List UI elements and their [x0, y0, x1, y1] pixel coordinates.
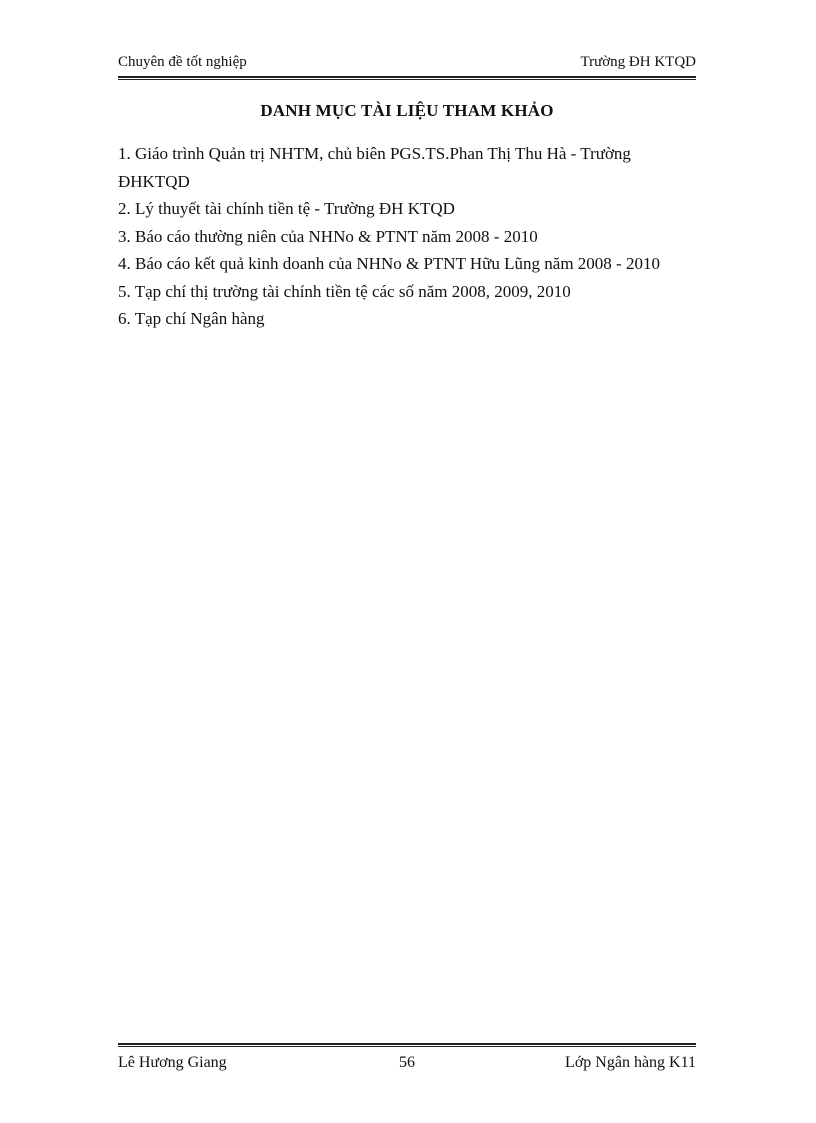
- footer-author: Lê Hương Giang: [118, 1054, 227, 1071]
- header-divider: [118, 76, 696, 80]
- page-header: [118, 54, 696, 74]
- reference-item: 5. Tạp chí thị trường tài chính tiền tệ các số năm 2008, 2009, 2010: [118, 281, 571, 301]
- reference-list: [118, 140, 696, 333]
- header-left-text: Chuyên đề tốt nghiệp: [118, 54, 247, 70]
- reference-item: 3. Báo cáo thường niên của NHNo & PTNT năm 2008 - 2010: [118, 226, 538, 246]
- reference-item: 2. Lý thuyết tài chính tiền tệ - Trường ĐH KTQD: [118, 199, 455, 218]
- footer-divider: [118, 1043, 696, 1047]
- header-right-text: Trường ĐH KTQD: [580, 54, 696, 70]
- footer-class: Lớp Ngân hàng K11: [565, 1054, 696, 1071]
- page-title: DANH MỤC TÀI LIỆU THAM KHẢO: [260, 101, 554, 120]
- page-footer: [118, 1054, 696, 1074]
- reference-item: 6. Tạp chí Ngân hàng: [118, 309, 265, 328]
- page-number: 56: [399, 1054, 415, 1071]
- reference-item: 1. Giáo trình Quản trị NHTM, chủ biên PGS.TS.Phan Thị Thu Hà - Trường ĐHKTQD: [118, 144, 631, 191]
- reference-item: 4. Báo cáo kết quả kinh doanh của NHNo & PTNT Hữu Lũng năm 2008 - 2010: [118, 254, 660, 273]
